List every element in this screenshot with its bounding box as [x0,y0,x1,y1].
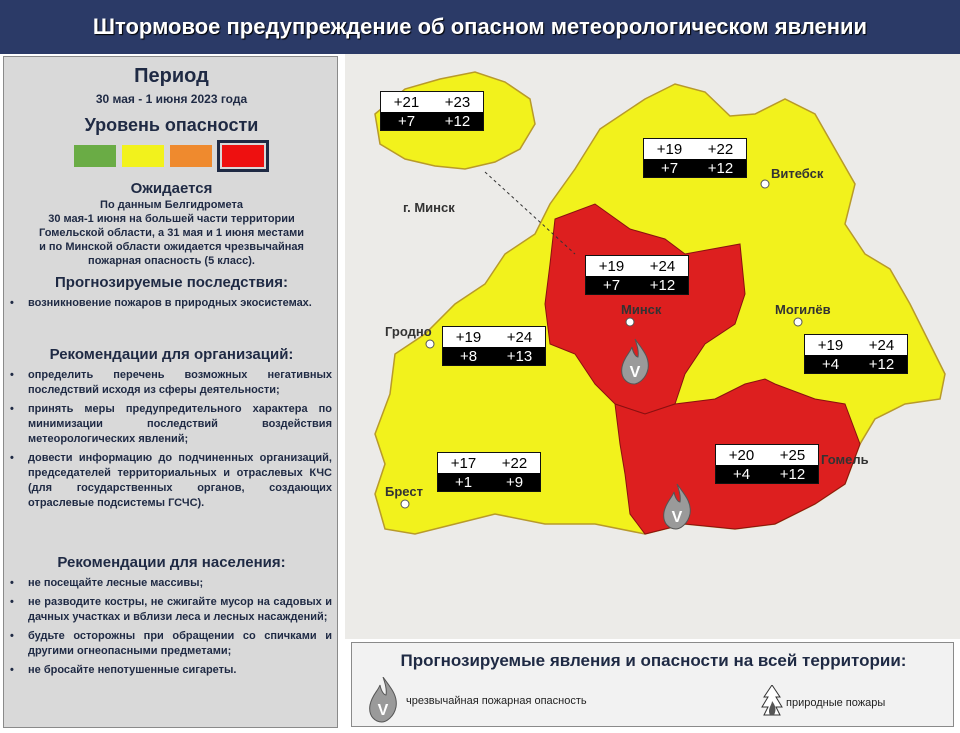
night-temp-min: +7 [602,276,621,294]
night-temp-min: +4 [732,465,751,483]
temp-box-grodno [442,326,546,366]
city-label-mogilev: Могилёв [775,302,831,317]
page-title: Штормовое предупреждение об опасном метеорологическом явлении [92,14,868,39]
list-item: • не разводите костры, не сжигайте мусор на садовых и дачных участках и вблизи леса и лесных насаждений; [10,595,332,625]
list-item: • будьте осторожны при обращении со спичками и другими огнеопасными предметами; [10,629,332,659]
night-temp-max: +12 [707,159,734,177]
day-temp-min: +19 [455,328,482,346]
forest-fire-icon [760,685,784,719]
city-label-grodno: Гродно [385,324,432,339]
level-yellow-swatch [122,145,164,167]
night-temp-min: +4 [821,355,840,373]
svg-text:V: V [671,509,683,526]
night-temp-max: +12 [444,112,471,130]
svg-text:V: V [377,702,389,719]
expected-title: Ожидается [130,180,213,197]
city-label-minsk-city: г. Минск [403,200,455,215]
temp-box-gomel [715,444,819,484]
population-recommendations-title: Рекомендации для населения: [57,554,286,571]
day-temp-max: +22 [707,140,734,158]
legend-panel [351,642,954,727]
night-temp-min: +1 [454,473,473,491]
brest-dot [401,500,409,508]
city-label-minsk: Минск [621,302,662,317]
info-panel [3,56,338,728]
legend-forest-label: природные пожары [786,697,886,709]
day-temp-min: +19 [817,336,844,354]
temp-box-minsk [585,255,689,295]
mogilev-dot [794,318,802,326]
level-orange-swatch [170,145,212,167]
day-temp-max: +23 [444,93,471,111]
grodno-dot [426,340,434,348]
legend-fire-label: чрезвычайная пожарная опасность [406,695,587,707]
minsk-dot [626,318,634,326]
temp-box-mogilev [804,334,908,374]
consequences-list [10,296,332,315]
org-recommendations-list [10,368,332,515]
night-temp-min: +8 [459,347,478,365]
day-temp-min: +19 [656,140,683,158]
danger-level-scale [74,143,274,169]
population-recommendations-list [10,576,332,682]
day-temp-min: +20 [728,446,755,464]
period-dates: 30 мая - 1 июня 2023 года [95,92,248,106]
night-temp-max: +13 [506,347,533,365]
city-label-vitebsk: Витебск [771,166,824,181]
day-temp-min: +21 [393,93,420,111]
night-temp-max: +12 [779,465,806,483]
temp-box-brest [437,452,541,492]
org-recommendations-title: Рекомендации для организаций: [49,346,294,363]
day-temp-min: +19 [598,257,625,275]
danger-level-title: Уровень опасности [84,115,259,135]
list-item: • определить перечень возможных негативных последствий исходя из сферы деятельности; [10,368,332,398]
night-temp-min: +7 [397,112,416,130]
header-bar [0,0,960,54]
level-red-swatch [222,145,264,167]
day-temp-max: +25 [779,446,806,464]
day-temp-max: +24 [649,257,676,275]
city-label-brest: Брест [385,484,423,499]
period-title: Период [134,65,209,87]
day-temp-min: +17 [450,454,477,472]
temp-box-minsk-city [380,91,484,131]
level-green-swatch [74,145,116,167]
day-temp-max: +24 [506,328,533,346]
list-item: • принять меры предупредительного характера по минимизации последствий воздействия метеорологических явлений; [10,402,332,447]
belarus-map [345,54,960,639]
night-temp-max: +12 [649,276,676,294]
list-item: • возникновение пожаров в природных экосистемах. [10,296,332,311]
temp-box-vitebsk [643,138,747,178]
list-item: • довести информацию до подчиненных организаций, председателей территориальных и отраслевых КЧС (для государственных органов, создающих отраслевые подсистемы ГСЧС). [10,451,332,511]
expected-text: По данным Белгидромета 30 мая-1 июня на большей части территории Гомельской области, а 31 мая и 1 июня местами и по Минской области ожидается чрезвычайная пожарная опасность (5 класс). [39,199,304,267]
day-temp-max: +22 [501,454,528,472]
consequences-title: Прогнозируемые последствия: [55,274,288,291]
vitebsk-dot [761,180,769,188]
list-item: • не посещайте лесные массивы; [10,576,332,591]
fire-icon [368,677,398,723]
day-temp-max: +24 [868,336,895,354]
legend-title: Прогнозируемые явления и опасности на всей территории: [400,651,907,670]
list-item: • не бросайте непотушенные сигареты. [10,663,332,678]
night-temp-min: +7 [660,159,679,177]
svg-text:V: V [629,364,641,381]
city-label-gomel: Гомель [821,452,869,467]
night-temp-max: +9 [505,473,524,491]
night-temp-max: +12 [868,355,895,373]
